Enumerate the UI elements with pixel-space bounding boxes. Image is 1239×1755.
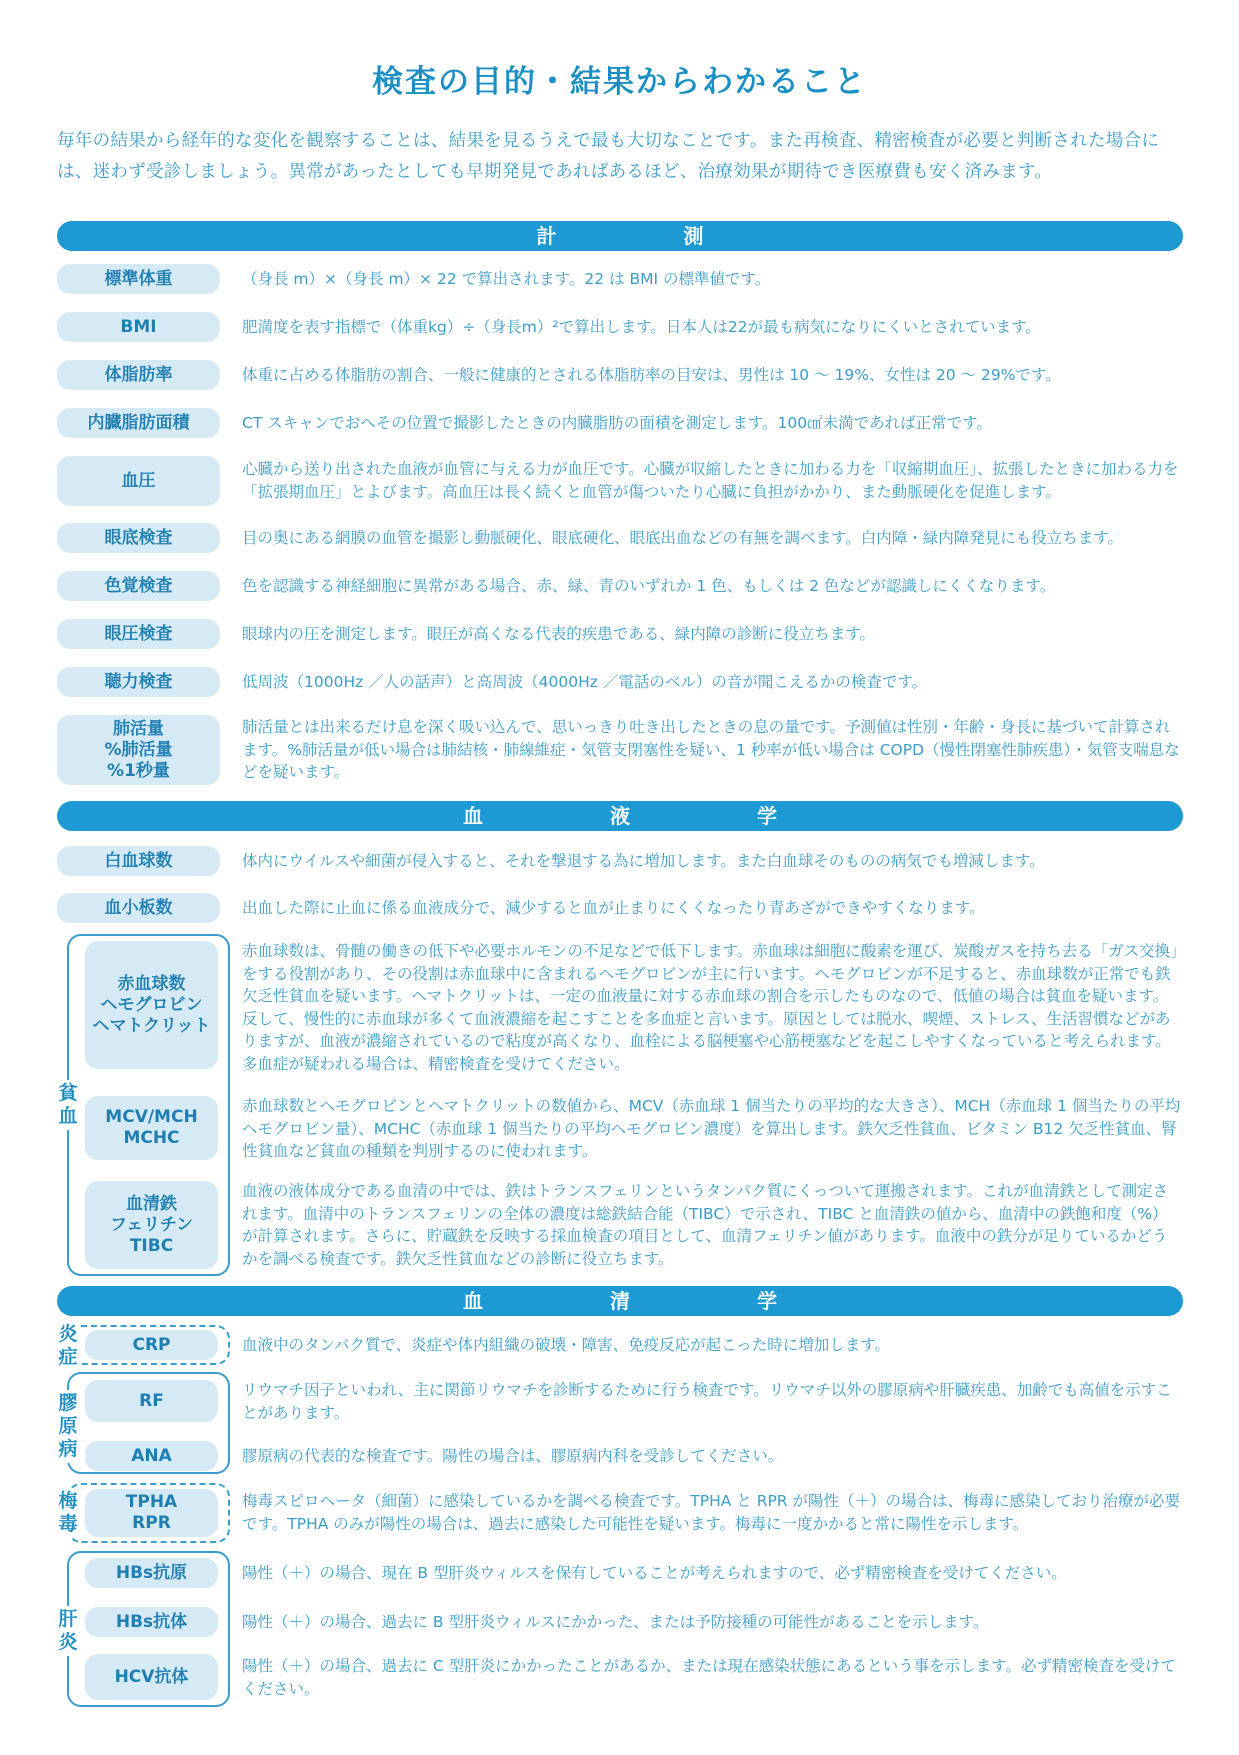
desc-rbc: 赤血球数は、骨髄の働きの低下や必要ホルモンの不足などで低下します。赤血球は細胞に酸素を運び、炭酸ガスを持ち去る「ガス交換」をする役割があり、その役割は赤血球中に含まれるヘモグロビンが主に行います。ヘモグロビンが不足すると、赤血球数が正常でも鉄欠乏性貧血を疑います。ヘマトクリットは、一定の血液量に対する赤血球の割合を示したものなので、低値の場合は貧血を疑います。反して、慢性的に赤血球が多くて血液濃縮を起こすことを多血症と言います。原因としては脱水、喫煙、ストレス、生活習慣などがありますが、血液が濃縮されているので粘度が高くなり、血栓による脳梗塞や心筋梗塞などを起こしやすくなっていると考えられます。多血症が疑われる場合は、精密検査を受けてください。 [242,942,1178,1073]
desc-fundus: 目の奥にある網膜の血管を撮影し動脈硬化、眼底硬化、眼底出血などの有無を調べます。白内障・緑内障発見にも役立ちます。 [242,529,1124,547]
desc-lung-capacity: 肺活量とは出来るだけ息を深く吸い込んで、思いっきり吐き出したときの息の量です。予測値は性別・年齢・身長に基づいて計算されます。%肺活量が低い場合は肺結核・肺線維症・気管支閉塞性を疑い、1 秒率が低い場合は COPD（慢性閉塞性肺疾患）・気管支喘息などを疑います。 [242,718,1180,781]
desc-ana: 膠原病の代表的な検査です。陽性の場合は、膠原病内科を受診してください。 [242,1447,784,1465]
desc-visceral-fat: CT スキャンでおへその位置で撮影したときの内臓脂肪の面積を測定します。100㎠未満であれば正常です。 [242,414,992,432]
label-tpha: TPHA RPR [85,1489,218,1537]
label-color-vision: 色覚検査 [57,571,220,601]
section-hematology: 血 液 学 [57,801,1183,831]
group-collagen-label: 膠原病 [57,1390,79,1463]
label-bmi: BMI [57,312,220,342]
desc-blood-pressure: 心臓から送り出された血液が血管に与える力が血圧です。心臓が収縮したときに加わる力を「収縮期血圧」、拡張したときに加わる力を「拡張期血圧」とよびます。高血圧は長く続くと血管が傷ついたり心臓に負担がかかり、また動脈硬化を促進します。 [242,460,1179,501]
label-mcv: MCV/MCH MCHC [85,1096,218,1160]
label-wbc: 白血球数 [57,846,220,876]
desc-tpha: 梅毒スピロヘータ（細菌）に感染しているかを調べる検査です。TPHA と RPR が陽性（＋）の場合は、梅毒に感染しており治療が必要です。TPHA のみが陽性の場合は、過去に感染した可能性を疑います。梅毒に一度かかると常に陽性を示します。 [242,1492,1181,1533]
label-crp: CRP [85,1330,218,1360]
label-rf: RF [85,1380,218,1422]
desc-platelet: 出血した際に止血に係る血液成分で、減少すると血が止まりにくくなったり青あざができやすくなります。 [242,899,985,917]
desc-bmi: 肥満度を表す指標で（体重kg）÷（身長m）²で算出します。日本人は22が最も病気になりにくいとされています。 [242,318,1041,336]
label-hbs-antigen: HBs抗原 [85,1558,218,1588]
label-lung-capacity: 肺活量 %肺活量 %1秒量 [57,715,220,785]
desc-standard-weight: （身長 m）×（身長 m）× 22 で算出されます。22 は BMI の標準値です。 [242,270,771,288]
label-fundus: 眼底検査 [57,523,220,553]
label-hbs-antibody: HBs抗体 [85,1607,218,1637]
intro-text: 毎年の結果から経年的な変化を観察することは、結果を見るうえで最も大切なことです。また再検査、精密検査が必要と判断された場合には、迷わず受診しましょう。異常があったとしても早期発見であればあるほど、治療効果が期待でき医療費も安く済みます。 [57,131,1160,182]
desc-hcv-antibody: 陽性（＋）の場合、過去に C 型肝炎にかかったことがあるか、または現在感染状態にあるという事を示します。必ず精密検査を受けてください。 [242,1657,1176,1698]
desc-hbs-antibody: 陽性（＋）の場合、過去に B 型肝炎ウィルスにかかった、または予防接種の可能性があることを示します。 [242,1613,989,1631]
group-anemia-label: 貧血 [57,1080,79,1130]
label-blood-pressure: 血圧 [57,456,220,506]
section-serology: 血 清 学 [57,1286,1183,1316]
desc-wbc: 体内にウイルスや細菌が侵入すると、それを撃退する為に増加します。また白血球そのものの病気でも増減します。 [242,852,1045,870]
desc-color-vision: 色を認識する神経細胞に異常がある場合、赤、緑、青のいずれか 1 色、もしくは 2 色などが認識しにくくなります。 [242,577,1056,595]
label-body-fat: 体脂肪率 [57,360,220,390]
label-visceral-fat: 内臓脂肪面積 [57,408,220,438]
label-eye-pressure: 眼圧検査 [57,619,220,649]
label-platelet: 血小板数 [57,893,220,923]
group-hepatitis-label: 肝炎 [57,1606,79,1656]
desc-hbs-antigen: 陽性（＋）の場合、現在 B 型肝炎ウィルスを保有していることが考えられますので、必ず精密検査を受けてください。 [242,1564,1067,1582]
group-syphilis-label: 梅毒 [57,1488,79,1538]
label-ana: ANA [85,1441,218,1471]
desc-body-fat: 体重に占める体脂肪の割合、一般に健康的とされる体脂肪率の目安は、男性は 10 ～ 19%、女性は 20 ～ 29%です。 [242,366,1061,384]
desc-rf: リウマチ因子といわれ、主に関節リウマチを診断するために行う検査です。リウマチ以外の膠原病や肝臓疾患、加齢でも高値を示すことがあります。 [242,1381,1172,1422]
label-hearing: 聴力検査 [57,667,220,697]
label-rbc: 赤血球数 ヘモグロビン ヘマトクリット [85,941,218,1069]
desc-serum-iron: 血液の液体成分である血清の中では、鉄はトランスフェリンというタンパク質にくっついて運搬されます。これが血清鉄として測定されます。血清中のトランスフェリンの全体の濃度は総鉄結合能（TIBC）で示され、TIBC と血清鉄の値から、血清中の鉄飽和度（%）が計算されます。さらに、貯蔵鉄を反映する採血検査の項目として、血清フェリチン値があります。血液中の鉄分が足りているかどうかを調べる検査です。鉄欠乏性貧血などの診断に役立ちます。 [242,1182,1169,1268]
page-title: 検査の目的・結果からわかること [372,64,867,100]
desc-hearing: 低周波（1000Hz ／人の話声）と高周波（4000Hz ／電話のベル）の音が聞こえるかの検査です。 [242,673,928,691]
desc-eye-pressure: 眼球内の圧を測定します。眼圧が高くなる代表的疾患である、緑内障の診断に役立ちます。 [242,625,876,643]
label-standard-weight: 標準体重 [57,264,220,294]
desc-crp: 血液中のタンパク質で、炎症や体内組織の破壊・障害、免疫反応が起こった時に増加します。 [242,1336,891,1354]
desc-mcv: 赤血球数とヘモグロビンとヘマトクリットの数値から、MCV（赤血球 1 個当たりの平均的な大きさ）、MCH（赤血球 1 個当たりの平均ヘモグロビン量）、MCHC（赤血球 1 個当たりの平均ヘモグロビン濃度）を算出します。鉄欠乏性貧血、ビタミン B12 欠乏性貧血、腎性貧血など貧血の種類を判別するのに使われます。 [242,1097,1181,1160]
label-hcv-antibody: HCV抗体 [85,1654,218,1700]
section-measurement: 計 測 [57,221,1183,251]
label-serum-iron: 血清鉄 フェリチン TIBC [85,1181,218,1269]
group-inflammation-label: 炎症 [57,1321,79,1371]
